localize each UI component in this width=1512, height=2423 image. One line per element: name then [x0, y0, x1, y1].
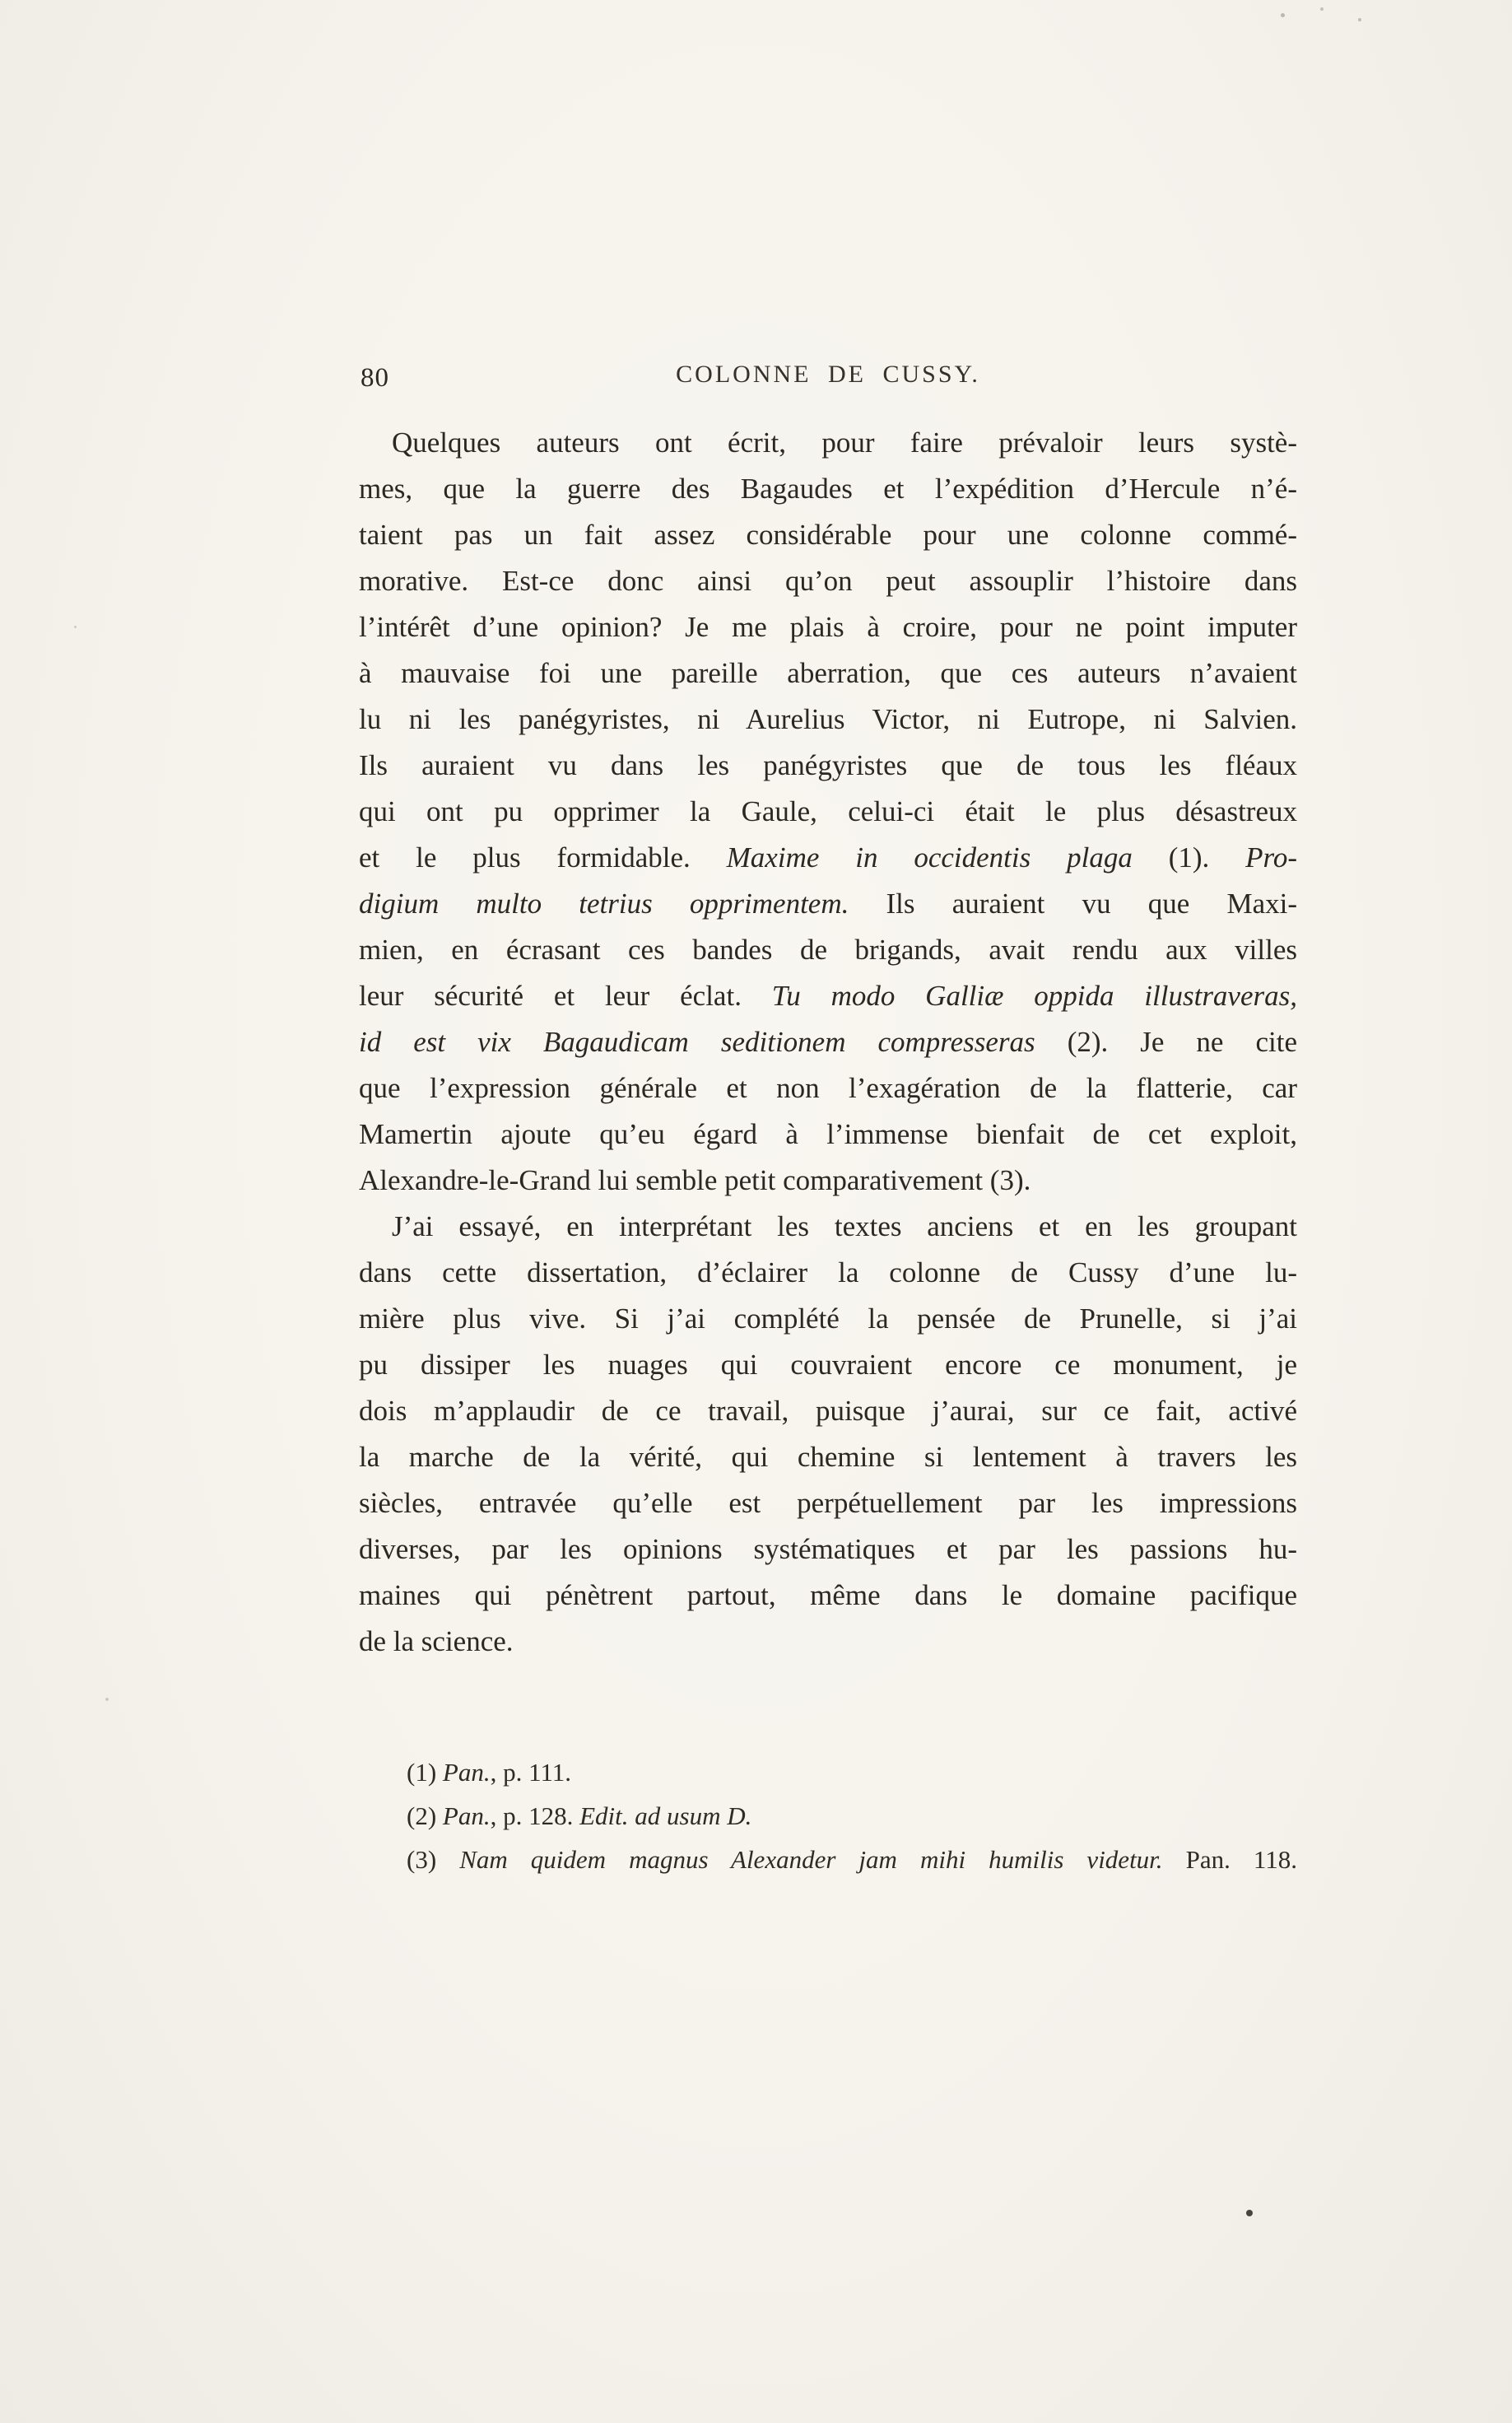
text-line	[359, 881, 1297, 927]
footnotes	[359, 1750, 1297, 1881]
italic-segment: id est vix Bagaudicam seditionem compresseras	[359, 1026, 1035, 1058]
text-segment: lu ni les panégyristes, ni Aurelius Victor, ni Eutrope, ni Salvien.	[359, 703, 1297, 735]
text-segment: maines qui pénètrent partout, même dans le domaine pacifique	[359, 1579, 1297, 1611]
italic-segment: Maxime in occidentis plaga	[726, 841, 1133, 874]
text-line	[359, 420, 1297, 466]
text-segment: morative. Est-ce donc ainsi qu’on peut assouplir l’histoire dans	[359, 565, 1297, 597]
body-text	[359, 420, 1297, 1665]
text-line	[359, 789, 1297, 835]
text-line	[359, 1434, 1297, 1480]
text-line	[359, 1204, 1297, 1250]
running-title: COLONNE DE CUSSY.	[676, 361, 980, 388]
text-line	[359, 1388, 1297, 1434]
text-line	[359, 835, 1297, 881]
text-line	[359, 512, 1297, 558]
text-segment: la marche de la vérité, qui chemine si lentement à travers les	[359, 1441, 1297, 1473]
paper-speck	[74, 626, 77, 628]
text-segment: Ils auraient vu dans les panégyristes que de tous les fléaux	[359, 749, 1297, 781]
text-segment: (1)	[407, 1758, 443, 1787]
italic-segment: Pan.	[442, 1801, 491, 1830]
italic-segment: digium multo tetrius opprimentem.	[359, 888, 849, 920]
italic-segment: Tu modo Galliæ oppida illustraveras,	[771, 980, 1297, 1012]
text-segment: dois m’applaudir de ce travail, puisque j’aurai, sur ce fait, activé	[359, 1395, 1297, 1427]
text-segment: pu dissiper les nuages qui couvraient encore ce monument, je	[359, 1349, 1297, 1381]
text-segment: taient pas un fait assez considérable pour une colonne commé-	[359, 519, 1297, 551]
text-segment: (2)	[407, 1801, 443, 1830]
text-segment: Quelques auteurs ont écrit, pour faire prévaloir leurs systè-	[392, 426, 1297, 459]
text-segment: Pan. 118.	[1162, 1845, 1297, 1874]
text-segment: mière plus vive. Si j’ai complété la pensée de Prunelle, si j’ai	[359, 1302, 1297, 1335]
text-segment: (2). Je ne cite	[1035, 1026, 1297, 1058]
text-line	[359, 1250, 1297, 1296]
italic-segment: Pan.	[442, 1758, 491, 1787]
paper-speck	[1320, 7, 1324, 11]
text-segment: et le plus formidable.	[359, 841, 727, 874]
paper-speck	[1281, 13, 1285, 17]
text-line	[359, 1342, 1297, 1388]
text-line	[359, 1526, 1297, 1573]
text-line	[359, 973, 1297, 1019]
text-line	[359, 466, 1297, 512]
text-segment: J’ai essayé, en interprétant les textes anciens et en les groupant	[392, 1210, 1297, 1242]
page-number: 80	[361, 363, 389, 393]
text-line	[359, 1296, 1297, 1342]
text-line	[359, 1065, 1297, 1111]
italic-segment: Nam quidem magnus Alexander jam mihi humilis videtur.	[459, 1845, 1163, 1874]
footnote-line	[359, 1838, 1297, 1881]
text-line	[359, 604, 1297, 650]
text-line	[359, 1019, 1297, 1065]
text-segment: leur sécurité et leur éclat.	[359, 980, 772, 1012]
text-segment: que l’expression générale et non l’exagération de la flatterie, car	[359, 1072, 1297, 1104]
text-segment: , p. 111.	[490, 1758, 572, 1787]
text-line	[359, 1480, 1297, 1526]
text-segment: dans cette dissertation, d’éclairer la colonne de Cussy d’une lu-	[359, 1256, 1297, 1288]
text-line	[359, 558, 1297, 604]
text-segment: Alexandre-le-Grand lui semble petit comparativement (3).	[359, 1164, 1031, 1196]
italic-segment: Edit. ad usum D.	[579, 1801, 752, 1830]
text-segment: (1).	[1132, 841, 1246, 874]
text-line	[359, 1619, 1297, 1665]
text-segment: de la science.	[359, 1625, 514, 1657]
text-segment: mes, que la guerre des Bagaudes et l’expédition d’Hercule n’é-	[359, 473, 1297, 505]
paper-speck	[1246, 2210, 1253, 2216]
paper-speck	[1358, 18, 1361, 21]
text-line	[359, 1111, 1297, 1158]
text-segment: mien, en écrasant ces bandes de brigands, avait rendu aux villes	[359, 934, 1297, 966]
paper-speck	[105, 1698, 109, 1701]
text-line	[359, 1573, 1297, 1619]
text-segment: Ils auraient vu que Maxi-	[849, 888, 1297, 920]
footnote-line	[359, 1750, 1297, 1794]
text-line	[359, 927, 1297, 973]
text-segment: Mamertin ajoute qu’eu égard à l’immense bienfait de cet exploit,	[359, 1118, 1297, 1150]
italic-segment: Pro-	[1245, 841, 1298, 874]
text-segment: diverses, par les opinions systématiques et par les passions hu-	[359, 1533, 1297, 1565]
text-segment: , p. 128.	[490, 1801, 580, 1830]
text-segment: à mauvaise foi une pareille aberration, que ces auteurs n’avaient	[359, 657, 1297, 689]
text-line	[359, 1158, 1297, 1204]
footnote-line	[359, 1794, 1297, 1838]
page-header	[359, 361, 1297, 402]
text-line	[359, 743, 1297, 789]
text-segment: l’intérêt d’une opinion? Je me plais à croire, pour ne point imputer	[359, 611, 1297, 643]
text-line	[359, 650, 1297, 697]
text-segment: siècles, entravée qu’elle est perpétuellement par les impressions	[359, 1487, 1297, 1519]
text-line	[359, 697, 1297, 743]
text-segment: (3)	[407, 1845, 460, 1874]
text-segment: qui ont pu opprimer la Gaule, celui-ci était le plus désastreux	[359, 795, 1297, 827]
